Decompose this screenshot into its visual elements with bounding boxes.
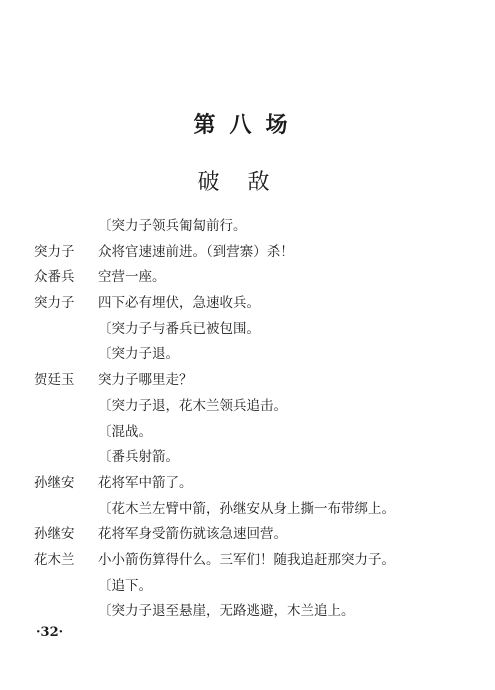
dialogue-line bbox=[34, 522, 474, 548]
stage-direction-text: 〔突力子退，花木兰领兵追击。 bbox=[98, 397, 287, 414]
page-number: ·32· bbox=[36, 625, 64, 640]
speech-text: 空营一座。 bbox=[98, 269, 166, 286]
speaker-name: 孙继安 bbox=[34, 474, 75, 491]
speaker-name: 贺廷玉 bbox=[34, 372, 75, 389]
speech-text: 突力子哪里走？ bbox=[98, 372, 193, 389]
speech-text: 四下必有埋伏，急速收兵。 bbox=[98, 295, 260, 312]
speaker-name: 众番兵 bbox=[34, 269, 75, 286]
stage-direction-line bbox=[34, 317, 474, 343]
dialogue-line bbox=[34, 240, 474, 266]
stage-direction-text: 〔花木兰左臂中箭，孙继安从身上撕一布带绑上。 bbox=[98, 500, 395, 517]
stage-direction-text: 〔突力子退至悬崖，无路逃避，木兰追上。 bbox=[98, 603, 355, 620]
speaker-name: 突力子 bbox=[34, 243, 75, 260]
speech-text: 小小箭伤算得什么。三军们！随我追赶那突力子。 bbox=[98, 551, 395, 568]
stage-direction-line bbox=[34, 497, 474, 523]
speaker-name: 花木兰 bbox=[34, 551, 75, 568]
stage-direction-line bbox=[34, 214, 474, 240]
stage-direction-text: 〔番兵射箭。 bbox=[98, 449, 179, 466]
stage-direction-line bbox=[34, 599, 474, 625]
stage-direction-text: 〔追下。 bbox=[98, 577, 152, 594]
stage-direction-text: 〔混战。 bbox=[98, 423, 152, 440]
speech-text: 众将官速速前进。（到营寨）杀！ bbox=[98, 243, 294, 260]
act-title: 第八场 bbox=[193, 112, 302, 138]
speech-text: 花将军中箭了。 bbox=[98, 474, 193, 491]
stage-direction-line bbox=[34, 445, 474, 471]
stage-direction-line bbox=[34, 394, 474, 420]
script-body bbox=[34, 214, 474, 625]
stage-direction-text: 〔突力子退。 bbox=[98, 346, 179, 363]
speaker-name: 突力子 bbox=[34, 295, 75, 312]
dialogue-line bbox=[34, 548, 474, 574]
dialogue-line bbox=[34, 291, 474, 317]
dialogue-line bbox=[34, 368, 474, 394]
speaker-name: 孙继安 bbox=[34, 526, 75, 543]
stage-direction-line bbox=[34, 574, 474, 600]
scene-title: 破敌 bbox=[197, 170, 298, 195]
stage-direction-text: 〔突力子与番兵已被包围。 bbox=[98, 320, 260, 337]
stage-direction-line bbox=[34, 342, 474, 368]
stage-direction-text: 〔突力子领兵匍匐前行。 bbox=[98, 218, 247, 234]
speech-text: 花将军身受箭伤就该急速回营。 bbox=[98, 526, 287, 543]
stage-direction-line bbox=[34, 420, 474, 446]
dialogue-line bbox=[34, 265, 474, 291]
dialogue-line bbox=[34, 471, 474, 497]
